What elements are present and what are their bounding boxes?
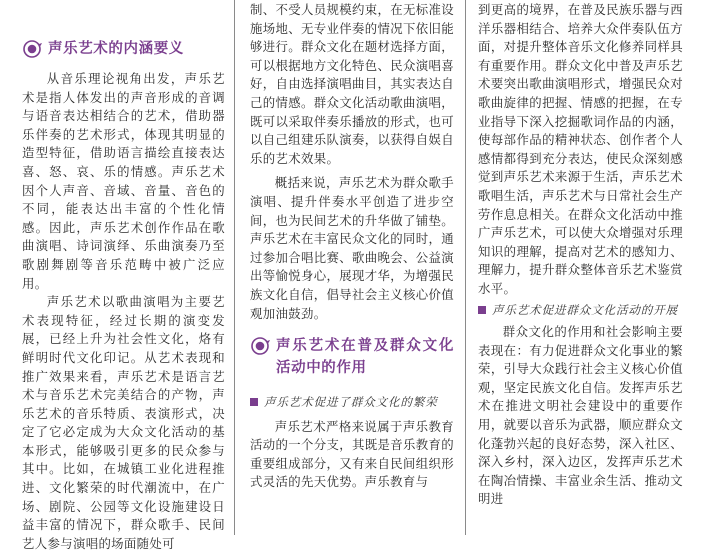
column-2 xyxy=(250,0,454,535)
subsection-heading xyxy=(250,393,454,412)
column-divider xyxy=(234,0,235,535)
paragraph: 群众文化的作用和社会影响主要表现在：有力促进群众文化事业的繁荣，引导大众践行社会主义核心价值观，坚定民族文化自信。发挥声乐艺术在推进文明社会建设中的重要作用，就要以音乐为武器，顺应群众文化蓬勃兴起的良好态势，深入社区、深入乡村，深入边区，发挥声乐艺术在陶冶情操、丰富业余生活、推动文明进 xyxy=(478,324,683,507)
subsection-title: 声乐艺术促进群众文化活动的开展 xyxy=(492,302,678,317)
square-bullet-icon xyxy=(478,306,486,314)
section-heading-1 xyxy=(22,38,225,60)
column-divider xyxy=(465,0,466,535)
paragraph: 制、不受人员规模约束，在无标准设施场地、无专业伴奏的情况下依旧能够进行。群众文化在题材选择方面，可以根据地方文化特色、民众演唱喜好，自由选择演唱曲目，其实表达自己的情感。群众文化活动歌曲演唱，既可以采取伴奏乐播放的形式，也可以自己组建乐队演奏，以获得自娱自乐的艺术效果。 xyxy=(250,2,454,166)
circle-dot-bullet-icon xyxy=(250,336,270,356)
section-title: 声乐艺术在普及群众文化活动中的作用 xyxy=(276,338,454,377)
paragraph: 从音乐理论视角出发，声乐艺术是指人体发出的声音形成的音调与语音表达相结合的艺术，借助器乐伴奏的艺术形式，体现其明显的造型特征，借助语言描绘直接表达喜、怒、哀、乐的情感。声乐艺术因个人声音、音域、音量、音色的不同，能表达出丰富的个性化情感。因此，声乐艺术创作作品在歌曲演唱、诗词演绎、乐曲演奏乃至歌剧舞剧等音乐范畴中被广泛应用。 xyxy=(22,71,225,291)
paragraph: 声乐艺术严格来说属于声乐教育活动的一个分支，其既是音乐教育的重要组成部分，又有来自民间组织形式灵活的先天优势。声乐教育与 xyxy=(250,418,454,490)
square-bullet-icon xyxy=(250,398,258,406)
paragraph: 声乐艺术以歌曲演唱为主要艺术表现特征，经过长期的演变发展，已经上升为社会性文化，烙有鲜明时代文化印记。从艺术表现和推广效果来看，声乐艺术是语言艺术与音乐艺术完美结合的产物，声乐艺术的音乐特质、表演形式，决定了它必定成为大众文化活动的基本形式，能够吸引更多的民众参与其中。比如，在城镇工业化进程推进、文化繁荣的时代潮流中，在广场、剧院、公园等文化设施建设日益丰富的情况下，群众歌手、民间艺人参与演唱的场面随处可 xyxy=(22,294,225,551)
subsection-title: 声乐艺术促进了群众文化的繁荣 xyxy=(264,395,438,410)
paragraph: 到更高的境界，在普及民族乐器与西洋乐器相结合、培养大众伴奏队伍方面，对提升整体音乐文化修养同样具有重要作用。群众文化中普及声乐艺术要突出歌曲演唱形式，增强民众对歌曲旋律的把握、情感的把握，在专业指导下深入挖掘歌词作品的内涵，使每部作品的精神状态、创作者个人感情都得到充分表达，使民众深刻感觉到声乐艺术来源于生活，声乐艺术歌唱生活，声乐艺术与日常社会生产劳作息息相关。在群众文化活动中推广声乐艺术，可以使大众增强对乐理知识的理解，提高对艺术的感知力、理解力，提升群众整体音乐艺术鉴赏水平。 xyxy=(478,2,683,296)
section-heading-2 xyxy=(250,335,454,379)
circle-dot-bullet-icon xyxy=(22,39,42,59)
paragraph: 概括来说，声乐艺术为群众歌手演唱、提升伴奏水平创造了进步空间，也为民间艺术的升华做了铺垫。声乐艺术在丰富民众文化的同时，通过参加合唱比赛、歌曲晚会、公益演出等愉悦身心，展现才华，为增强民族文化自信，倡导社会主义核心价值观加油鼓劲。 xyxy=(250,175,454,321)
column-3 xyxy=(478,0,683,535)
column-1 xyxy=(22,0,225,551)
subsection-heading xyxy=(478,301,683,320)
section-title: 声乐艺术的内涵要义 xyxy=(48,41,184,57)
